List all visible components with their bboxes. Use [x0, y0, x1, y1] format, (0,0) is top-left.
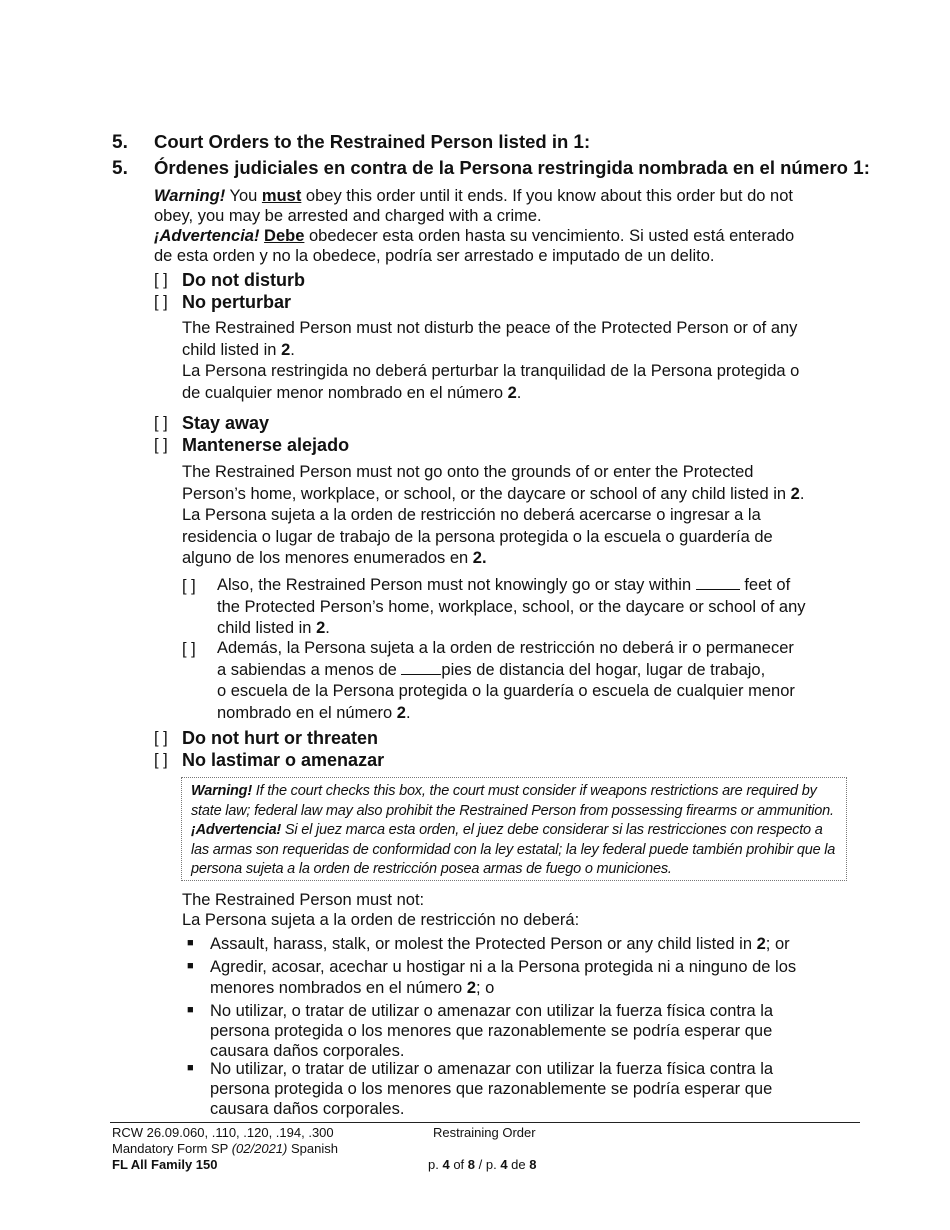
- warning-text: obedecer esta orden hasta su vencimiento. Si usted está enterado: [304, 227, 795, 245]
- weapons-warning-box: [181, 777, 847, 881]
- checkbox[interactable]: [ ]: [154, 414, 168, 432]
- period: .: [799, 484, 805, 503]
- ref-number: 2: [472, 549, 482, 567]
- ref-number: 2: [396, 703, 406, 722]
- section-heading-en: [112, 131, 591, 154]
- page-total: 8: [467, 1157, 476, 1172]
- list-text: No utilizar, o tratar de utilizar o amenazar con utilizar la fuerza física contra la: [210, 1060, 774, 1078]
- page-total: 8: [529, 1157, 537, 1172]
- period: .: [405, 703, 411, 722]
- warning-text: state law; federal law may also prohibit the Restrained Person from possessing firearms or ammunition.: [191, 802, 834, 819]
- warning-text: de esta orden y no la obedece, podría ser arrestado e imputado de un delito.: [154, 247, 715, 265]
- checkbox[interactable]: [ ]: [154, 293, 168, 311]
- paragraph-line: The Restrained Person must not disturb the peace of the Protected Person or of any: [182, 319, 798, 337]
- paragraph-line: The Restrained Person must not go onto the grounds of or enter the Protected: [182, 463, 754, 481]
- pies-blank-field[interactable]: [401, 660, 441, 675]
- must-emphasis: must: [261, 187, 302, 205]
- period: .: [290, 340, 295, 359]
- paragraph-line: a sabiendas a menos de: [217, 660, 402, 679]
- warning-text: persona sujeta a la orden de restricción posea armas de fuego o municiones.: [191, 861, 672, 877]
- ref-number: 2: [790, 484, 800, 503]
- ref-number: 1: [573, 132, 584, 153]
- paragraph-line: de cualquier menor nombrado en el número: [182, 383, 508, 402]
- option-title-en: Do not hurt or threaten: [182, 728, 378, 748]
- list-text: menores nombrados en el número: [210, 979, 467, 997]
- distance-text-en: [217, 575, 847, 640]
- checkbox[interactable]: [ ]: [154, 271, 168, 289]
- section-number: 5.: [112, 132, 128, 153]
- warning-text: obey, you may be arrested and charged with a crime.: [154, 207, 542, 225]
- checkbox-distance-en[interactable]: [ ]: [182, 577, 196, 595]
- must-not-en: The Restrained Person must not:: [182, 891, 425, 909]
- paragraph-line: Also, the Restrained Person must not knowingly go or stay within: [217, 576, 696, 594]
- feet-blank-field[interactable]: [696, 575, 740, 590]
- ref-number: 2: [507, 383, 517, 402]
- period: .: [481, 549, 487, 567]
- paragraph-line: o escuela de la Persona protegida o la guardería o escuela de cualquier menor: [217, 682, 795, 700]
- checkbox-do-not-hurt[interactable]: [154, 728, 378, 748]
- paragraph-line: the Protected Person’s home, workplace, school, or the daycare or school of any: [217, 597, 806, 616]
- option-title-en: Do not disturb: [182, 270, 305, 290]
- paragraph-line: La Persona restringida no deberá perturbar la tranquilidad de la Persona protegida o: [182, 362, 800, 380]
- list-text: persona protegida o los menores que razonablemente se podría esperar que: [210, 1022, 773, 1040]
- list-item: [210, 934, 840, 954]
- paragraph-line: pies de distancia del hogar, lugar de trabajo,: [441, 660, 766, 679]
- warning-label-es: ¡Advertencia!: [154, 227, 260, 245]
- paragraph-line: La Persona sujeta a la orden de restricción no deberá acercarse o ingresar a la: [182, 506, 761, 524]
- section-number: 5.: [112, 158, 128, 179]
- footer-form: Spanish: [287, 1141, 338, 1156]
- distance-text-es: [217, 638, 847, 724]
- list-text: causara daños corporales.: [210, 1100, 405, 1118]
- warning-text: If the court checks this box, the court must consider if weapons restrictions are required by: [251, 783, 817, 799]
- debe-emphasis: Debe: [264, 227, 305, 245]
- ref-number: 1: [853, 158, 864, 179]
- must-not-es: La Persona sujeta a la orden de restricción no deberá:: [182, 911, 580, 929]
- footer-divider: [110, 1122, 860, 1123]
- checkbox-do-not-disturb[interactable]: [154, 270, 305, 290]
- footer-rcw: RCW 26.09.060, .110, .120, .194, .300: [112, 1125, 334, 1140]
- must-not-intro: [182, 890, 579, 930]
- warning-label-en: Warning!: [191, 783, 252, 799]
- warning-label-es: ¡Advertencia!: [191, 822, 282, 838]
- bullet-icon: ■: [187, 1004, 194, 1016]
- option-title-en: Stay away: [182, 413, 270, 433]
- page-current: 4: [500, 1157, 508, 1172]
- paragraph-line: nombrado en el número: [217, 703, 397, 722]
- warning-text: Si el juez marca esta orden, el juez debe considerar si las restricciones con respecto a: [281, 822, 823, 838]
- warning-label-en: Warning!: [154, 187, 226, 205]
- footer-form: Mandatory Form SP: [112, 1141, 232, 1156]
- footer-form-id: FL All Family 150: [112, 1157, 218, 1172]
- colon: :: [584, 131, 591, 152]
- list-item: [210, 957, 840, 999]
- stay-description: [182, 462, 842, 570]
- footer-left: [112, 1125, 338, 1173]
- bullet-icon: ■: [187, 960, 194, 972]
- checkbox[interactable]: [ ]: [154, 729, 168, 747]
- ref-number: 2: [466, 979, 476, 997]
- checkbox-no-perturbar[interactable]: [154, 292, 292, 312]
- paragraph-line: child listed in: [217, 619, 317, 637]
- checkbox-no-lastimar[interactable]: [154, 750, 385, 770]
- warning-paragraph: [154, 186, 854, 266]
- paragraph-line: Además, la Persona sujeta a la orden de restricción no deberá ir o permanecer: [217, 639, 794, 657]
- ref-number: 2: [756, 935, 766, 953]
- section-heading-es: [112, 157, 870, 180]
- section-title-es: Órdenes judiciales en contra de la Persona restringida nombrada en el número: [154, 157, 854, 178]
- option-title-es: No perturbar: [182, 292, 292, 312]
- ref-number: 2: [281, 340, 291, 359]
- checkbox-distance-es[interactable]: [ ]: [182, 640, 196, 658]
- warning-text: You: [225, 187, 262, 205]
- page-current: 4: [442, 1157, 450, 1172]
- footer-form-date: (02/2021): [231, 1141, 288, 1156]
- paragraph-line: alguno de los menores enumerados en: [182, 549, 473, 567]
- list-text: No utilizar, o tratar de utilizar o amenazar con utilizar la fuerza física contra la: [210, 1002, 774, 1020]
- paragraph-line: child listed in: [182, 340, 282, 359]
- footer-doc-title: Restraining Order: [433, 1125, 536, 1140]
- page-text: p.: [428, 1157, 443, 1172]
- option-title-es: No lastimar o amenazar: [182, 750, 385, 770]
- paragraph-line: Person’s home, workplace, or school, or the daycare or school of any child listed in: [182, 484, 791, 503]
- option-title-es: Mantenerse alejado: [182, 435, 350, 455]
- section-title-en: Court Orders to the Restrained Person listed in: [154, 131, 574, 152]
- list-text: Assault, harass, stalk, or molest the Protected Person or any child listed in: [210, 935, 757, 953]
- checkbox-stay-away[interactable]: [154, 413, 270, 433]
- paragraph-line: residencia o lugar de trabajo de la persona protegida o la escuela o guardería de: [182, 527, 773, 546]
- colon: :: [863, 157, 870, 178]
- period: .: [516, 383, 522, 402]
- checkbox[interactable]: [ ]: [154, 436, 168, 454]
- list-item: [210, 1001, 840, 1061]
- paragraph-line: feet of: [739, 576, 791, 594]
- disturb-description: [182, 318, 842, 404]
- list-text: causara daños corporales.: [210, 1042, 405, 1060]
- bullet-icon: ■: [187, 1062, 194, 1074]
- page-text: / p.: [475, 1157, 501, 1172]
- footer-page-number: [428, 1157, 536, 1173]
- warning-text: obey this order until it ends. If you know about this order but do not: [301, 187, 793, 205]
- list-text: Agredir, acosar, acechar u hostigar ni a la Persona protegida ni a ninguno de los: [210, 958, 797, 976]
- bullet-icon: ■: [187, 937, 194, 949]
- list-item: [210, 1059, 840, 1119]
- list-text: persona protegida o los menores que razonablemente se podría esperar que: [210, 1080, 773, 1098]
- list-text: ; o: [476, 979, 495, 997]
- ref-number: 2: [316, 619, 326, 637]
- warning-text: las armas son requeridas de conformidad con la ley estatal; la ley federal puede también prohibir que la: [191, 841, 836, 858]
- list-text: ; or: [765, 935, 790, 953]
- page-text: de: [507, 1157, 530, 1172]
- checkbox[interactable]: [ ]: [154, 751, 168, 769]
- checkbox-mantenerse-alejado[interactable]: [154, 435, 350, 455]
- page-text: of: [449, 1157, 468, 1172]
- period: .: [325, 619, 330, 637]
